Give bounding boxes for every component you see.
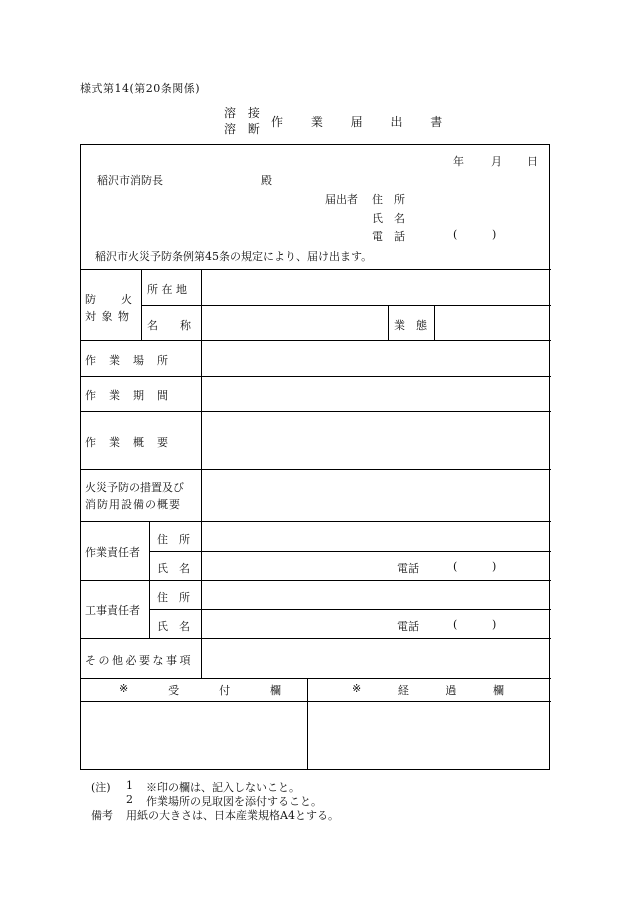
work-place-label: 作 業 場 所	[85, 354, 169, 367]
fire-prevention-label-line2: 消防用設備の概要	[85, 498, 181, 511]
progress-header	[352, 682, 504, 698]
work-outline-field[interactable]	[202, 412, 550, 468]
notifier-phone-label: 電 話	[372, 230, 405, 243]
fire-object-name-label: 名 称	[147, 319, 191, 332]
construction-manager-address-field[interactable]	[202, 581, 550, 608]
other-label: その他必要な事項	[85, 654, 193, 667]
notifier-label: 届出者	[325, 193, 358, 206]
note-2-number: 2	[126, 793, 133, 806]
fire-prevention-label-line1: 火災予防の措置及び	[85, 481, 184, 494]
work-manager-phone-field[interactable]	[461, 552, 491, 579]
notifier-phone-paren-close: )	[492, 228, 497, 241]
note-1-number: 1	[126, 779, 133, 792]
construction-manager-label: 工事責任者	[85, 604, 140, 617]
work-manager-paren-open: (	[453, 560, 458, 573]
work-period-label: 作 業 期 間	[85, 389, 169, 402]
reception-header	[119, 682, 281, 698]
title-welding-cutting	[224, 105, 264, 137]
title-welding: 溶 接	[224, 106, 264, 120]
construction-manager-name-label: 氏 名	[157, 620, 190, 633]
progress-char-1: 経	[397, 684, 409, 697]
reception-char-2: 付	[219, 684, 231, 697]
work-manager-paren-close: )	[492, 560, 497, 573]
fire-object-label-line2: 対 象 物	[85, 310, 130, 323]
notifier-address-label: 住 所	[372, 193, 405, 206]
notifier-phone-paren-open: (	[453, 228, 458, 241]
date-year-label: 年	[453, 155, 464, 168]
construction-manager-name-field[interactable]	[202, 610, 392, 637]
work-outline-label: 作 業 概 要	[85, 436, 169, 449]
fire-object-name-field[interactable]	[202, 306, 387, 339]
business-type-field[interactable]	[435, 306, 550, 339]
business-type-label: 業 態	[394, 319, 427, 332]
work-manager-name-field[interactable]	[202, 552, 392, 579]
statement: 稲沢市火災予防条例第45条の規定により、届け出ます。	[95, 250, 373, 263]
date-day-label: 日	[527, 155, 538, 168]
remark-text: 用紙の大きさは、日本産業規格A4とする。	[126, 809, 339, 822]
rule-manager-divider	[149, 521, 150, 638]
fire-prevention-field[interactable]	[202, 470, 550, 520]
form-number: 様式第14(第20条関係)	[80, 82, 201, 95]
work-manager-phone-label: 電話	[397, 562, 419, 575]
notes-label: (注)	[91, 781, 111, 794]
reception-mark: ※	[119, 682, 129, 695]
construction-manager-phone-field[interactable]	[461, 610, 491, 637]
rule-business-left	[388, 305, 389, 340]
other-field[interactable]	[202, 639, 550, 677]
honorific: 殿	[261, 174, 272, 187]
title-main: 作 業 届 出 書	[271, 115, 455, 129]
date-month-label: 月	[491, 155, 502, 168]
rule-fire-object-divider	[141, 269, 142, 340]
work-manager-address-label: 住 所	[157, 533, 190, 546]
location-label: 所 在 地	[147, 283, 187, 296]
construction-manager-paren-open: (	[453, 618, 458, 631]
document-title	[0, 105, 630, 139]
work-manager-address-field[interactable]	[202, 522, 550, 550]
addressee: 稲沢市消防長	[97, 174, 163, 187]
location-field[interactable]	[202, 270, 550, 304]
note-1-text: ※印の欄は、記入しないこと。	[146, 781, 300, 794]
reception-char-1: 受	[168, 684, 180, 697]
construction-manager-phone-label: 電話	[397, 620, 419, 633]
reception-field	[82, 702, 306, 769]
title-cutting: 溶 断	[224, 122, 264, 136]
progress-mark: ※	[352, 682, 362, 695]
form-frame	[80, 144, 550, 770]
progress-char-2: 過	[445, 684, 457, 697]
notifier-name-label: 氏 名	[372, 212, 405, 225]
remark-label: 備考	[91, 809, 113, 822]
work-period-field[interactable]	[202, 377, 550, 410]
construction-manager-paren-close: )	[492, 618, 497, 631]
work-manager-label: 作業責任者	[85, 546, 140, 559]
progress-field	[308, 702, 550, 769]
reception-char-3: 欄	[269, 684, 281, 697]
construction-manager-address-label: 住 所	[157, 591, 190, 604]
note-2-text: 作業場所の見取図を添付すること。	[146, 795, 322, 808]
work-place-field[interactable]	[202, 341, 550, 375]
fire-object-label-line1: 防 火	[85, 293, 133, 306]
rule-other-bottom	[81, 678, 551, 679]
work-manager-name-label: 氏 名	[157, 562, 190, 575]
progress-char-3: 欄	[493, 684, 504, 697]
